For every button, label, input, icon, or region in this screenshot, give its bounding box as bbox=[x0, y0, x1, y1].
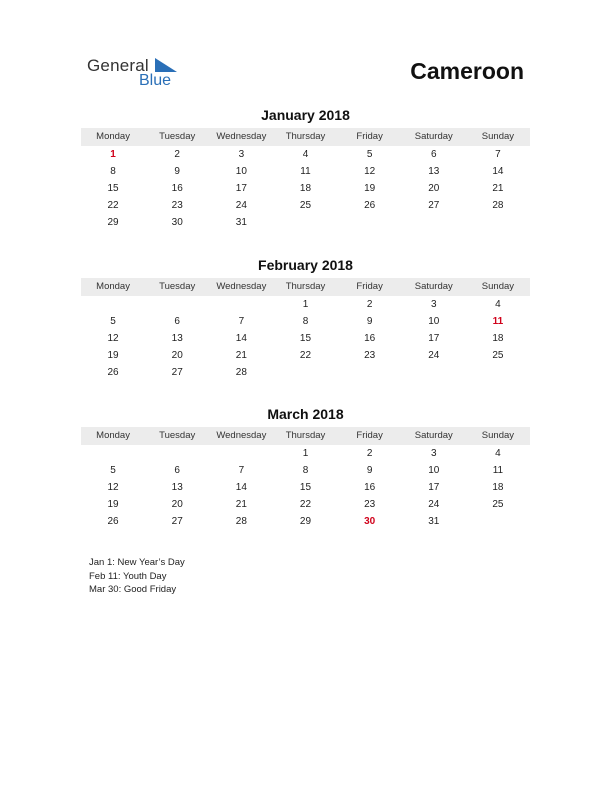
day-cell: 7 bbox=[238, 465, 245, 476]
weekday-header-row bbox=[81, 427, 530, 445]
day-cell: 25 bbox=[492, 499, 504, 510]
week-row bbox=[81, 445, 530, 462]
day-cell: 26 bbox=[364, 200, 376, 211]
day-cell: 13 bbox=[428, 166, 440, 177]
day-cell: 13 bbox=[171, 333, 183, 344]
weekday-header: Thursday bbox=[285, 281, 326, 292]
day-cell: 23 bbox=[364, 350, 376, 361]
week-row bbox=[81, 479, 530, 496]
empty-day-cell bbox=[145, 296, 209, 313]
day-cell: 4 bbox=[495, 299, 501, 310]
weekday-header: Friday bbox=[356, 131, 383, 142]
weekday-header: Sunday bbox=[481, 131, 515, 142]
day-cell: 2 bbox=[366, 448, 373, 459]
day-cell: 15 bbox=[299, 482, 312, 493]
day-cell: 3 bbox=[430, 448, 437, 459]
day-cell: 18 bbox=[492, 333, 504, 344]
empty-day-cell bbox=[81, 445, 145, 462]
day-cell: 21 bbox=[492, 183, 504, 194]
day-cell: 1 bbox=[302, 299, 309, 310]
day-cell: 14 bbox=[235, 333, 247, 344]
day-cell: 7 bbox=[238, 316, 245, 327]
weekday-header: Sunday bbox=[481, 430, 515, 441]
day-cell: 22 bbox=[299, 350, 312, 361]
day-cell: 14 bbox=[235, 482, 247, 493]
weekday-header: Tuesday bbox=[159, 281, 196, 292]
day-cell: 9 bbox=[366, 465, 373, 476]
day-cell: 31 bbox=[235, 217, 247, 228]
day-cell: 6 bbox=[174, 465, 180, 476]
weekday-header: Wednesday bbox=[216, 281, 267, 292]
day-cell: 22 bbox=[107, 200, 119, 211]
week-row bbox=[81, 330, 530, 347]
weekday-header: Friday bbox=[356, 430, 383, 441]
day-cell: 28 bbox=[235, 367, 247, 378]
day-cell: 20 bbox=[171, 499, 183, 510]
day-cell: 17 bbox=[235, 183, 247, 194]
day-cell: 13 bbox=[171, 482, 183, 493]
day-cell: 12 bbox=[107, 482, 119, 493]
empty-day-cell bbox=[466, 513, 530, 530]
day-cell: 19 bbox=[107, 499, 119, 510]
day-cell: 16 bbox=[364, 333, 376, 344]
empty-day-cell bbox=[466, 214, 530, 231]
day-cell: 6 bbox=[174, 316, 180, 327]
day-cell: 25 bbox=[492, 350, 504, 361]
day-cell: 6 bbox=[430, 149, 437, 160]
weekday-header: Saturday bbox=[414, 430, 453, 441]
country-title: Cameroon bbox=[410, 58, 524, 84]
month-block bbox=[81, 256, 530, 381]
day-cell: 27 bbox=[171, 516, 183, 527]
weekday-header: Monday bbox=[96, 430, 130, 441]
month-title: January 2018 bbox=[261, 107, 350, 123]
empty-day-cell bbox=[273, 214, 337, 231]
empty-day-cell bbox=[402, 364, 466, 381]
day-cell: 7 bbox=[495, 149, 501, 160]
day-cell: 14 bbox=[492, 166, 504, 177]
day-cell: 23 bbox=[171, 200, 183, 211]
holiday-note: Jan 1: New Year’s Day bbox=[89, 557, 185, 568]
empty-day-cell bbox=[338, 214, 402, 231]
weekday-header: Saturday bbox=[414, 281, 453, 292]
holiday-day-cell: 11 bbox=[492, 316, 504, 327]
day-cell: 26 bbox=[107, 367, 119, 378]
day-cell: 17 bbox=[428, 333, 440, 344]
day-cell: 19 bbox=[107, 350, 119, 361]
day-cell: 18 bbox=[299, 183, 312, 194]
month-block bbox=[81, 405, 530, 530]
holiday-notes bbox=[89, 556, 185, 597]
day-cell: 29 bbox=[107, 217, 119, 228]
day-cell: 15 bbox=[107, 183, 119, 194]
day-cell: 10 bbox=[428, 465, 440, 476]
logo-general-text: General bbox=[87, 56, 149, 75]
day-cell: 5 bbox=[110, 316, 116, 327]
day-cell: 30 bbox=[171, 217, 183, 228]
weekday-header: Wednesday bbox=[216, 430, 267, 441]
day-cell: 16 bbox=[364, 482, 376, 493]
weekday-header: Thursday bbox=[285, 131, 326, 142]
day-cell: 1 bbox=[302, 448, 309, 459]
week-row bbox=[81, 496, 530, 513]
generalblue-logo bbox=[87, 56, 197, 92]
empty-day-cell bbox=[466, 364, 530, 381]
week-row bbox=[81, 197, 530, 214]
day-cell: 28 bbox=[235, 516, 247, 527]
day-cell: 5 bbox=[366, 149, 373, 160]
day-cell: 8 bbox=[302, 316, 309, 327]
day-cell: 10 bbox=[235, 166, 247, 177]
logo-blue-text: Blue bbox=[139, 72, 172, 89]
day-cell: 2 bbox=[366, 299, 373, 310]
weekday-header: Tuesday bbox=[159, 430, 196, 441]
empty-day-cell bbox=[145, 445, 209, 462]
day-cell: 24 bbox=[428, 350, 440, 361]
day-cell: 20 bbox=[428, 183, 440, 194]
month-title: March 2018 bbox=[267, 406, 344, 422]
holiday-note: Mar 30: Good Friday bbox=[89, 584, 177, 595]
week-row bbox=[81, 180, 530, 197]
day-cell: 28 bbox=[492, 200, 504, 211]
day-cell: 9 bbox=[174, 166, 180, 177]
day-cell: 23 bbox=[364, 499, 376, 510]
day-cell: 17 bbox=[428, 482, 440, 493]
day-cell: 16 bbox=[171, 183, 183, 194]
day-cell: 27 bbox=[171, 367, 183, 378]
day-cell: 8 bbox=[302, 465, 309, 476]
weekday-header: Saturday bbox=[414, 131, 453, 142]
day-cell: 12 bbox=[107, 333, 119, 344]
empty-day-cell bbox=[338, 364, 402, 381]
day-cell: 27 bbox=[428, 200, 440, 211]
day-cell: 24 bbox=[428, 499, 440, 510]
holiday-note: Feb 11: Youth Day bbox=[89, 570, 167, 582]
weekday-header: Sunday bbox=[481, 281, 515, 292]
day-cell: 12 bbox=[364, 166, 376, 177]
day-cell: 18 bbox=[492, 482, 504, 493]
month-block bbox=[81, 106, 530, 231]
weekday-header: Tuesday bbox=[159, 131, 196, 142]
week-row bbox=[81, 347, 530, 364]
day-cell: 29 bbox=[299, 516, 312, 527]
month-title: February 2018 bbox=[258, 257, 353, 273]
week-row bbox=[81, 462, 530, 479]
day-cell: 24 bbox=[235, 200, 247, 211]
empty-day-cell bbox=[273, 364, 337, 381]
week-row bbox=[81, 313, 530, 330]
day-cell: 26 bbox=[107, 516, 119, 527]
day-cell: 5 bbox=[110, 465, 116, 476]
day-cell: 8 bbox=[110, 166, 116, 177]
weekday-header-row bbox=[81, 278, 530, 296]
logo-triangle-icon bbox=[155, 58, 177, 72]
day-cell: 21 bbox=[235, 499, 247, 510]
weekday-header: Friday bbox=[356, 281, 383, 292]
weekday-header: Monday bbox=[96, 281, 130, 292]
day-cell: 19 bbox=[364, 183, 376, 194]
empty-day-cell bbox=[209, 296, 273, 313]
empty-day-cell bbox=[209, 445, 273, 462]
week-row bbox=[81, 214, 530, 231]
day-cell: 31 bbox=[428, 516, 440, 527]
weekday-header: Thursday bbox=[285, 430, 326, 441]
day-cell: 10 bbox=[428, 316, 440, 327]
weekday-header: Wednesday bbox=[216, 131, 267, 142]
day-cell: 4 bbox=[495, 448, 501, 459]
week-row bbox=[81, 296, 530, 313]
day-cell: 3 bbox=[238, 149, 245, 160]
weekday-header: Monday bbox=[96, 131, 130, 142]
day-cell: 22 bbox=[299, 499, 312, 510]
day-cell: 3 bbox=[430, 299, 437, 310]
week-row bbox=[81, 163, 530, 180]
holiday-day-cell: 1 bbox=[110, 149, 116, 160]
day-cell: 25 bbox=[299, 200, 312, 211]
day-cell: 2 bbox=[174, 149, 180, 160]
empty-day-cell bbox=[81, 296, 145, 313]
day-cell: 21 bbox=[235, 350, 247, 361]
week-row bbox=[81, 513, 530, 530]
day-cell: 11 bbox=[300, 166, 311, 177]
day-cell: 4 bbox=[302, 149, 309, 160]
weekday-header-row bbox=[81, 128, 530, 146]
day-cell: 9 bbox=[366, 316, 373, 327]
week-row bbox=[81, 364, 530, 381]
day-cell: 20 bbox=[171, 350, 183, 361]
day-cell: 15 bbox=[299, 333, 312, 344]
holiday-day-cell: 30 bbox=[364, 516, 376, 527]
empty-day-cell bbox=[402, 214, 466, 231]
week-row bbox=[81, 146, 530, 163]
day-cell: 11 bbox=[492, 465, 504, 476]
